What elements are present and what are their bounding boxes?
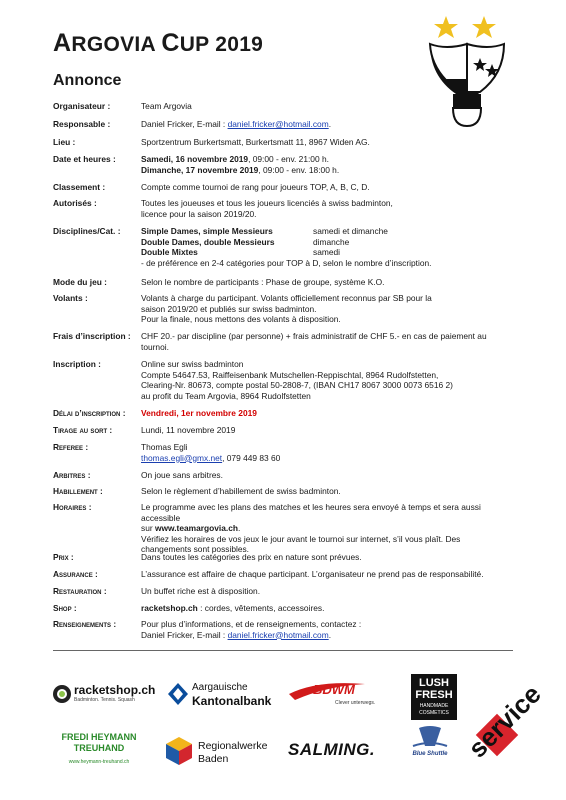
row-label: Lieu :	[53, 137, 76, 147]
row-label: Renseignements :	[53, 619, 117, 629]
racketshop-icon	[52, 684, 72, 704]
row-value: Samedi, 16 novembre 2019, 09:00 - env. 21:00 h. Dimanche, 17 novembre 2019, 09:00 - env. 18:00 h.	[141, 154, 340, 175]
sponsor-racketshop: racketshop.ch Badminton. Tennis. Squash	[52, 683, 164, 707]
deadline-value: Vendredi, 1er novembre 2019	[141, 408, 257, 418]
row-value: Un buffet riche est à disposition.	[141, 586, 261, 596]
row-label: Organisateur :	[53, 101, 111, 111]
sponsor-akb: Aargauische Kantonalbank	[168, 681, 280, 709]
referee-email-link[interactable]: thomas.egli@gmx.net	[141, 452, 223, 463]
row-value: CHF 20.- par discipline (par personne) + frais administratif de CHF 5.- en cas de paiement au tournoi.	[141, 331, 487, 352]
row-value: Simple Dames, simple Messieurs samedi et dimanche Double Dames, double Messieurs dimanche Double Mixtes samedi - de préférence en 2-4 catégories pour TOP à D, selon le nombre d’inscription.	[141, 226, 432, 268]
row-value: Compte comme tournoi de rang pour joueurs TOP, A, B, C, D.	[141, 182, 370, 192]
row-label: Restauration :	[53, 586, 107, 596]
row-label: Horaires :	[53, 502, 92, 512]
row-label: Mode du jeu :	[53, 277, 107, 287]
row-label: Délai d’inscription :	[53, 408, 126, 418]
sponsor-divider	[53, 650, 513, 651]
row-label: Inscription :	[53, 359, 101, 369]
blue-shuttle-icon	[405, 726, 455, 750]
row-value: Online sur swiss badminton Compte 54647.53, Raiffeisenbank Mutschellen-Reppischtal, 8964 Rudolfstetten, Clearing-Nr. 80673, compte postal 50-2808-7, (IBAN CH17 8067 3000 0073 6516 2) au profit du Team Argovia, 8964 Rudolfstetten	[141, 359, 453, 401]
row-value: Selon le règlement d’habillement de swiss badminton.	[141, 486, 341, 496]
row-value: racketshop.ch : cordes, vêtements, accessoires.	[141, 603, 325, 613]
sponsor-salming: SALMING.	[288, 740, 376, 759]
page-subtitle: Annonce	[53, 72, 122, 89]
sponsor-blue-shuttle: Blue Shuttle	[405, 726, 455, 766]
sponsor-regionalwerke: Regionalwerke Baden	[166, 735, 281, 769]
row-value: On joue sans arbitres.	[141, 470, 223, 480]
row-value: Team Argovia	[141, 101, 192, 111]
sponsor-service: service	[462, 678, 547, 764]
row-value: Volants à charge du participant. Volants officiellement reconnus par SB pour la saison 2019/20 et publiés sur swiss badminton. Pour la finale, nous mettons des volants à disposition.	[141, 293, 432, 325]
row-label: Classement :	[53, 182, 106, 192]
row-label: Volants :	[53, 293, 88, 303]
row-value: Dans toutes les catégories des prix en nature sont prévues.	[141, 552, 362, 562]
row-value: Sportzentrum Burkertsmatt, Burkertsmatt 11, 8967 Widen AG.	[141, 137, 370, 147]
row-value: Selon le nombre de participants : Phase de groupe, système K.O.	[141, 277, 385, 287]
contact-email-link[interactable]: daniel.fricker@hotmail.com	[227, 629, 329, 640]
sponsor-lush: LUSH FRESH HANDMADE COSMETICS	[411, 674, 457, 720]
email-link[interactable]: daniel.fricker@hotmail.com	[227, 119, 329, 129]
row-label: Shop :	[53, 603, 77, 613]
row-label: Autorisés :	[53, 198, 97, 208]
row-label: Referee :	[53, 442, 89, 452]
website-link[interactable]: www.teamargovia.ch	[154, 523, 238, 534]
row-value: Daniel Fricker, E-mail : daniel.fricker@hotmail.com.	[141, 119, 332, 129]
row-label: Frais d’inscription :	[53, 331, 131, 341]
row-value: Toutes les joueuses et tous les joueurs licenciés à swiss badminton, licence pour la saison 2019/20.	[141, 198, 393, 219]
row-label: Arbitres :	[53, 470, 91, 480]
page-title: ARGOVIA CUP 2019	[53, 29, 264, 57]
akb-icon	[168, 683, 188, 705]
regionalwerke-cube-icon	[166, 737, 192, 765]
row-value: Le programme avec les plans des matches et les heures sera envoyé à temps et sera aussi accessible sur www.teamargovia.ch. Vérifiez les horaires de vos jeux le jour avant le tournoi sur internet, s’il vous plaît. Des changements sont possibles.	[141, 502, 481, 555]
row-value: Pour plus d’informations, et de renseignements, contactez : Daniel Fricker, E-mail : daniel.fricker@hotmail.com.	[141, 619, 362, 640]
row-label: Tirage au sort :	[53, 425, 113, 435]
sponsor-bdwm: BDWM Clever unterwegs.	[287, 680, 385, 714]
row-label: Habillement :	[53, 486, 103, 496]
row-label: Date et heures :	[53, 154, 116, 164]
row-value: Lundi, 11 novembre 2019	[141, 425, 236, 435]
row-label: Prix :	[53, 552, 74, 562]
row-label: Responsable :	[53, 119, 111, 129]
row-label: Disciplines/Cat. :	[53, 226, 121, 236]
argovia-shuttlecock-logo	[426, 14, 508, 132]
row-value: L’assurance est affaire de chaque participant. L’organisateur ne prend pas de responsabilité.	[141, 569, 484, 579]
row-value: Thomas Egli thomas.egli@gmx.net, 079 449 83 60	[141, 442, 281, 463]
row-label: Assurance :	[53, 569, 98, 579]
sponsor-heymann: FREDI HEYMANN TREUHAND www.heymann-treuhand.ch	[61, 732, 137, 765]
